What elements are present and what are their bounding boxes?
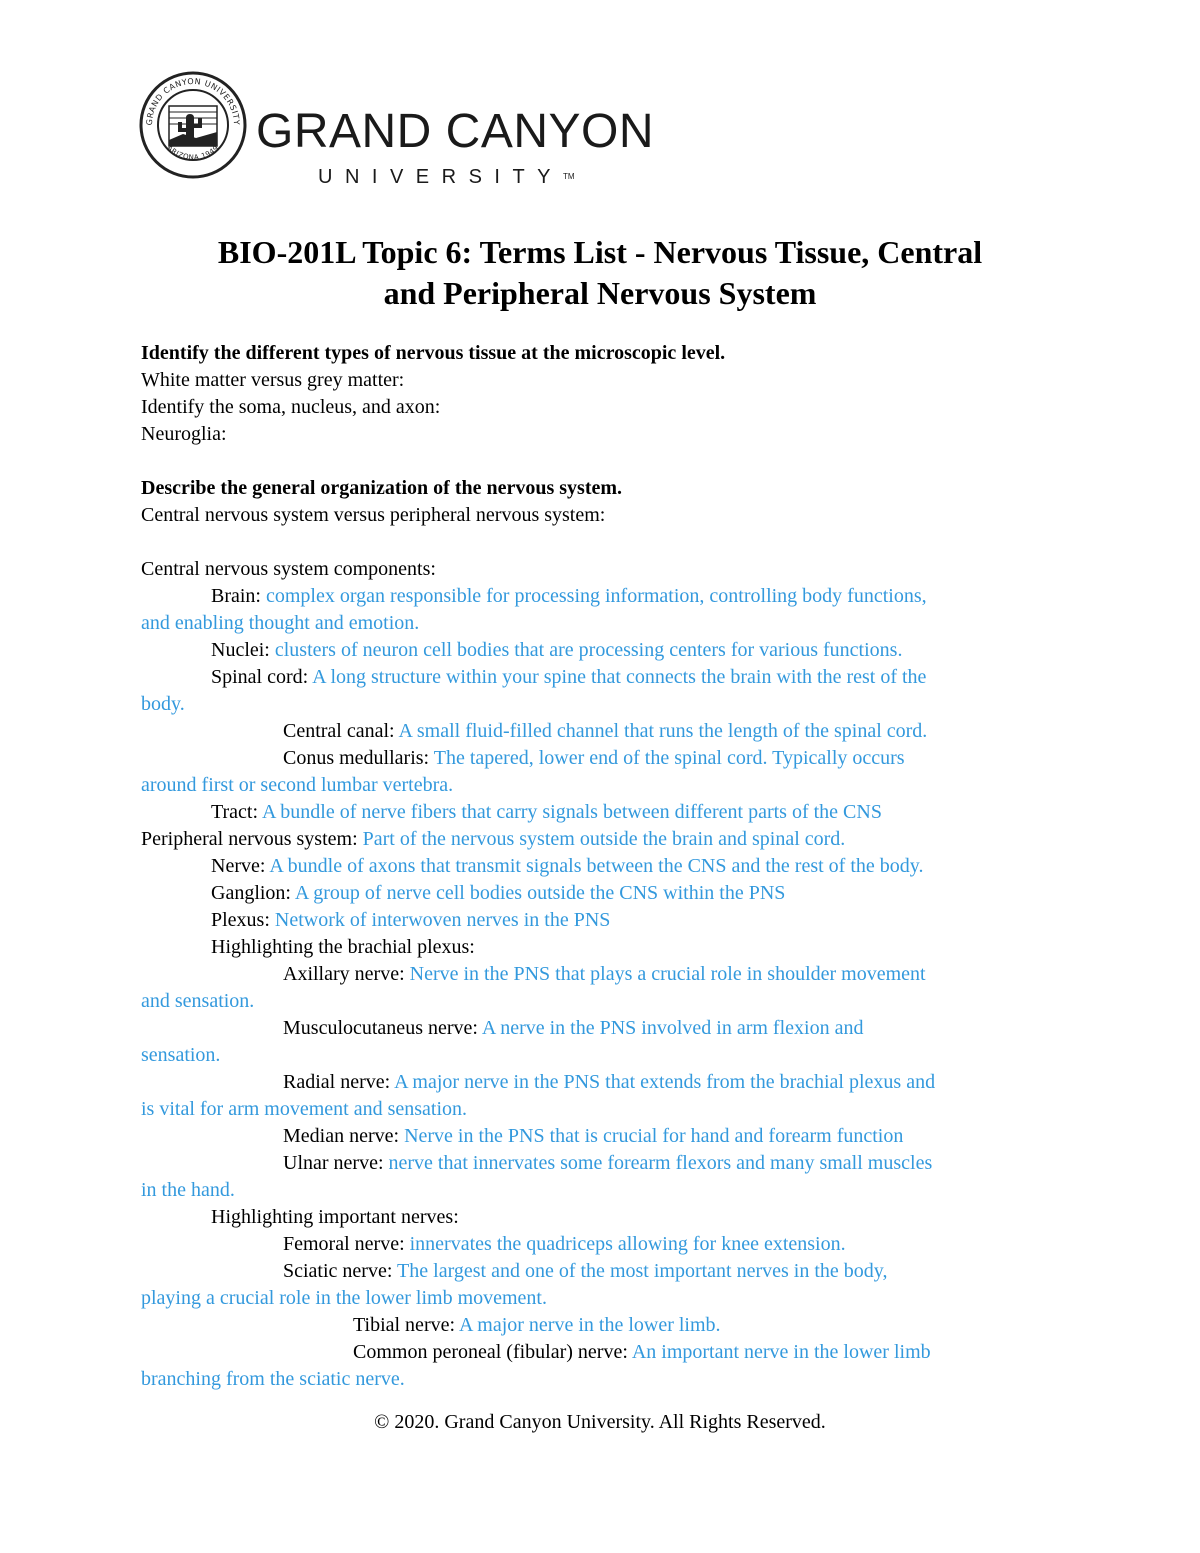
spacer [141,529,1071,556]
term-tract [141,799,1071,826]
term-definition: A nerve in the PNS involved in arm flexion and [481,1017,864,1039]
title-line-2: and Peripheral Nervous System [383,275,817,311]
term-definition: A major nerve in the PNS that extends from the brachial plexus and [394,1071,936,1093]
term-label: Brain: [211,585,261,607]
term-label: Femoral nerve: [283,1233,405,1255]
term-definition-cont: is vital for arm movement and sensation. [141,1098,468,1120]
term-definition: nerve that innervates some forearm flexors and many small muscles [388,1152,933,1174]
term-definition: A long structure within your spine that connects the brain with the rest of the [312,666,927,688]
term-pns [141,826,1071,853]
term-definition-cont: branching from the sciatic nerve. [141,1368,405,1390]
university-logo [138,70,655,188]
term-definition: innervates the quadriceps allowing for knee extension. [409,1233,846,1255]
term-conus-medullaris [141,745,1071,772]
spacer [141,448,1071,475]
term-definition: Network of interwoven nerves in the PNS [274,909,611,931]
section2-heading: Describe the general organization of the nervous system. [141,477,623,499]
term-label: Sciatic nerve: [283,1260,393,1282]
term-central-canal [141,718,1071,745]
title-line-1: BIO-201L Topic 6: Terms List - Nervous Tissue, Central [217,234,983,270]
term-label: Conus medullaris: [283,747,430,769]
term-nuclei [141,637,1071,664]
document-body [141,340,1071,1393]
term-definition: The tapered, lower end of the spinal cord. Typically occurs [433,747,905,769]
term-label: Musculocutaneus nerve: [283,1017,478,1039]
wordmark [256,105,655,188]
term-definition: A major nerve in the lower limb. [458,1314,721,1336]
term-label: Ganglion: [211,882,291,904]
term-label: Nerve: [211,855,266,877]
wordmark-sub-text: UNIVERSITY [318,166,564,188]
term-label: Tibial nerve: [353,1314,456,1336]
term-label: Plexus: [211,909,270,931]
term-definition: clusters of neuron cell bodies that are processing centers for various functions. [274,639,903,661]
term-definition-cont: sensation. [141,1044,221,1066]
term-label: Peripheral nervous system: [141,828,358,850]
copyright-footer: © 2020. Grand Canyon University. All Rights Reserved. [374,1411,826,1433]
brachial-plexus-heading: Highlighting the brachial plexus: [211,936,475,958]
cns-heading: Central nervous system components: [141,558,436,580]
term-sciatic-nerve [141,1258,1071,1285]
section1-heading: Identify the different types of nervous tissue at the microscopic level. [141,342,726,364]
term-label: Radial nerve: [283,1071,391,1093]
term-brain [141,583,1071,610]
term-label: Spinal cord: [211,666,309,688]
cns-vs-pns: Central nervous system versus peripheral nervous system: [141,504,606,526]
term-musculocutaneus-nerve [141,1015,1071,1042]
term-definition-cont: and enabling thought and emotion. [141,612,420,634]
term-definition: An important nerve in the lower limb [631,1341,931,1363]
term-definition: A bundle of axons that transmit signals between the CNS and the rest of the body. [269,855,924,877]
term-median-nerve [141,1123,1071,1150]
important-nerves-heading: Highlighting important nerves: [211,1206,459,1228]
term-common-peroneal-nerve [141,1339,1071,1366]
term-definition-cont: and sensation. [141,990,255,1012]
term-axillary-nerve [141,961,1071,988]
term-ganglion [141,880,1071,907]
wordmark-main: GRAND CANYON [256,105,655,158]
section1-item: White matter versus grey matter: [141,369,405,391]
term-nerve [141,853,1071,880]
term-definition-cont: around first or second lumbar vertebra. [141,774,454,796]
term-definition-cont: body. [141,693,185,715]
term-label: Nuclei: [211,639,270,661]
university-seal-icon [138,70,248,180]
term-definition: Nerve in the PNS that is crucial for hand and forearm function [404,1125,904,1147]
term-plexus [141,907,1071,934]
term-label: Median nerve: [283,1125,400,1147]
term-definition: A group of nerve cell bodies outside the CNS within the PNS [294,882,786,904]
term-definition: The largest and one of the most important nerves in the body, [397,1260,888,1282]
term-ulnar-nerve [141,1150,1071,1177]
term-label: Central canal: [283,720,395,742]
wordmark-sub [256,166,654,188]
term-definition: complex organ responsible for processing information, controlling body functions, [266,585,927,607]
svg-text:GRAND CANYON UNIVERSITY: GRAND CANYON UNIVERSITY [144,76,242,126]
term-label: Tract: [211,801,259,823]
term-label: Common peroneal (fibular) nerve: [353,1341,628,1363]
term-definition-cont: playing a crucial role in the lower limb movement. [141,1287,547,1309]
term-radial-nerve [141,1069,1071,1096]
term-definition: A small fluid-filled channel that runs the length of the spinal cord. [398,720,928,742]
term-definition: A bundle of nerve fibers that carry signals between different parts of the CNS [261,801,882,823]
term-spinal-cord [141,664,1071,691]
section1-item: Neuroglia: [141,423,227,445]
term-label: Ulnar nerve: [283,1152,384,1174]
svg-text:ARIZONA 1949: ARIZONA 1949 [165,143,221,162]
term-definition: Part of the nervous system outside the brain and spinal cord. [362,828,846,850]
term-tibial-nerve [141,1312,1071,1339]
term-definition: Nerve in the PNS that plays a crucial role in shoulder movement [409,963,926,985]
section1-item: Identify the soma, nucleus, and axon: [141,396,441,418]
term-femoral-nerve [141,1231,1071,1258]
term-label: Axillary nerve: [283,963,405,985]
trademark: TM [563,172,575,181]
document-title [0,232,1200,314]
term-definition-cont: in the hand. [141,1179,235,1201]
